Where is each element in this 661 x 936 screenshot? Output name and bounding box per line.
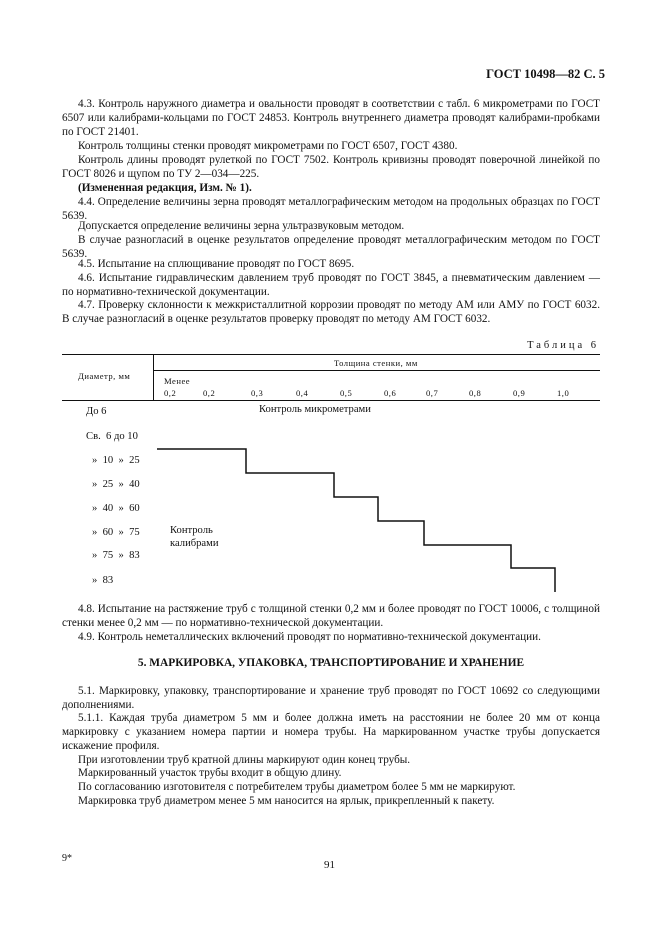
para-4-5: 4.5. Испытание на сплющивание проводят по ГОСТ 8695.	[78, 258, 355, 270]
para-tag: Маркировка труб диаметром менее 5 мм наносится на ярлык, прикрепленный к пакету.	[78, 795, 495, 807]
thickness-col-label: 0,6	[384, 388, 397, 398]
diameter-row-label: » 40 » 60	[92, 503, 140, 514]
para-agreement: По согласованию изготовителя с потребителем трубы диаметром более 5 мм не маркируют.	[78, 781, 516, 793]
thickness-col-label: 0,3	[251, 388, 264, 398]
table-caption: Таблица 6	[527, 340, 599, 351]
para-4-3: 4.3. Контроль наружного диаметра и овальности проводят в соответствии с табл. 6 микрометрами по ГОСТ 6507 или калибрами-кольцами по ГОСТ 24853. Контроль внутреннего диаметра проводят калибрами-пробками по ГОСТ 21401.	[62, 98, 600, 139]
diameter-row-label: » 60 » 75	[92, 527, 140, 538]
page-header: ГОСТ 10498—82 С. 5	[486, 67, 605, 81]
thickness-col-label: 0,7	[426, 388, 439, 398]
para-5-1-1: 5.1.1. Каждая труба диаметром 5 мм и более должна иметь на расстоянии не более 20 мм от конца маркировку с указанием номера партии и номера трубы. На маркированном участке трубы допускается искажение профиля.	[62, 712, 600, 753]
diameter-row-label: Св. 6 до 10	[86, 431, 138, 442]
thickness-col-label: 0,4	[296, 388, 309, 398]
thickness-col-label: 0,9	[513, 388, 526, 398]
section-title: 5. МАРКИРОВКА, УПАКОВКА, ТРАНСПОРТИРОВАНИЕ И ХРАНЕНИЕ	[137, 657, 525, 669]
thickness-col-label: 0,5	[340, 388, 353, 398]
para-multiple-length: При изготовлении труб кратной длины маркируют один конец трубы.	[78, 754, 411, 766]
diameter-row-label: » 75 » 83	[92, 550, 140, 561]
diameter-row-label: » 10 » 25	[92, 455, 140, 466]
diameter-row-label: » 25 » 40	[92, 479, 140, 490]
para-amended: (Измененная редакция, Изм. № 1).	[78, 182, 252, 194]
para-length: Контроль длины проводят рулеткой по ГОСТ 7502. Контроль кривизны проводят поверочной линейкой по ГОСТ 8026 и щупом по ТУ 2—034—225.	[62, 154, 600, 181]
diameter-row-label: » 83	[92, 575, 114, 586]
para-4-7: 4.7. Проверку склонности к межкристаллитной коррозии проводят по методу АМ или АМУ по ГОСТ 6032. В случае разногласий в оценке результатов проверку проводят по методу АМ ГОСТ 6032.	[62, 299, 600, 326]
footer-signature: 9*	[62, 853, 72, 864]
col-header-less: Менее	[164, 376, 191, 386]
para-ultrasonic: Допускается определение величины зерна ультразвуковым методом.	[78, 220, 405, 232]
para-4-4: 4.4. Определение величины зерна проводят металлографическим методом на продольных образцах по ГОСТ 5639.	[62, 196, 600, 223]
col-header-thickness: Толщина стенки, мм	[334, 358, 418, 368]
para-disagreement: В случае разногласий в оценке результатов определение проводят металлографическим методом по ГОСТ 5639.	[62, 234, 600, 261]
para-4-8: 4.8. Испытание на растяжение труб с толщиной стенки 0,2 мм и более проводят по ГОСТ 10006, с толщиной стенки менее 0,2 мм — по нормативно-технической документации.	[62, 603, 600, 630]
note-micrometers: Контроль микрометрами	[259, 404, 371, 415]
thickness-col-label: 0,8	[469, 388, 482, 398]
diameter-row-label: До 6	[86, 406, 107, 417]
note-calibers-line2: калибрами	[170, 538, 219, 549]
thickness-col-label: 1,0	[557, 388, 570, 398]
para-wall-thickness: Контроль толщины стенки проводят микрометрами по ГОСТ 6507, ГОСТ 4380.	[78, 140, 458, 152]
col-header-diameter: Диаметр, мм	[78, 371, 131, 381]
note-calibers-line1: Контроль	[170, 525, 213, 536]
page-number: 91	[324, 859, 335, 871]
para-4-6: 4.6. Испытание гидравлическим давлением труб проводят по ГОСТ 3845, а пневматическим давлением — по нормативно-технической документации.	[62, 272, 600, 299]
para-marked-section: Маркированный участок трубы входит в общую длину.	[78, 767, 342, 779]
para-4-9: 4.9. Контроль неметаллических включений проводят по нормативно-технической документации.	[78, 631, 541, 643]
thickness-col-label: 0,2	[203, 388, 216, 398]
para-5-1: 5.1. Маркировку, упаковку, транспортирование и хранение труб проводят по ГОСТ 10692 со следующими дополнениями.	[62, 685, 600, 712]
thickness-col-label: 0,2	[164, 388, 177, 398]
